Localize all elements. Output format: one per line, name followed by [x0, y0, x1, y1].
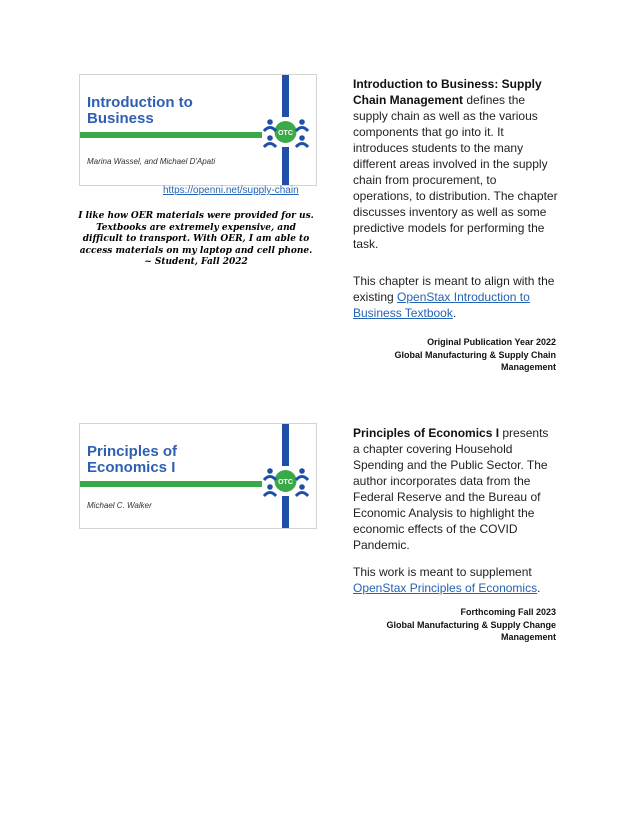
supply-chain-url-link[interactable]: https://openni.net/supply-chain	[163, 185, 299, 196]
book1-alignment	[353, 273, 558, 321]
book2-description	[353, 425, 558, 553]
book2-description-text: presents a chapter covering Household Spending and the Public Sector. The author incorporates data from the Federal Reserve and the Bureau of Economic Analysis to highlight the economic effects of the COVID Pandemic.	[353, 426, 549, 552]
openstax-economics-link[interactable]: OpenStax Principles of Economics	[353, 581, 538, 595]
book-cover-principles-of-economics	[79, 423, 317, 529]
otc-logo-icon	[262, 75, 314, 185]
book2-publication-info	[340, 606, 556, 644]
book2-align-text: This work is meant to supplement	[353, 565, 532, 579]
openstax-business-link[interactable]: OpenStax Introduction to Business Textbook	[353, 290, 530, 320]
cover-green-bar	[80, 481, 262, 487]
book1-meta-line2: Global Manufacturing & Supply Chain	[394, 349, 556, 360]
cover-authors: Michael C. Walker	[87, 501, 152, 510]
book-cover-introduction-to-business	[79, 74, 317, 186]
book2-meta-line1: Forthcoming Fall 2023	[460, 607, 556, 617]
logo-text: OTC	[278, 130, 293, 137]
book2-align-end: .	[537, 581, 541, 595]
book1-publication-info	[340, 336, 556, 374]
logo-text: OTC	[278, 479, 293, 486]
student-quote	[78, 211, 314, 269]
book1-meta-line3: Management	[500, 362, 556, 372]
cover-title: Principles of Economics I	[87, 443, 178, 476]
quote-text: I like how OER materials were provided for us. Textbooks are extremely expensive, and difficult to transport. With OER, I am able to access materials on my laptop and cell phone.	[78, 211, 314, 256]
cover-title: Introduction to Business	[87, 94, 193, 127]
cover-authors: Marina Wassel, and Michael D'Apati	[87, 157, 216, 166]
book2-meta-line3: Management	[500, 632, 556, 642]
otc-logo-icon	[262, 424, 314, 528]
book1-description	[353, 76, 558, 252]
quote-attribution: ~ Student, Fall 2022	[144, 257, 248, 267]
book1-align-text: This chapter is meant to align with the existing	[353, 274, 555, 304]
book2-title: Principles of Economics I	[353, 426, 500, 440]
book2-meta-line2: Global Manufacturing & Supply Change	[386, 619, 556, 630]
book1-title: Introduction to Business: Supply Chain Management	[353, 77, 542, 107]
book1-align-end: .	[452, 306, 457, 320]
book1-meta-line1: Original Publication Year 2022	[427, 337, 556, 347]
book2-alignment	[353, 564, 558, 596]
book1-description-text: defines the supply chain as well as the various components that go into it. It introduces students to the many different areas involved in the supply chain from procurement, to operations, to distribution. The chapter discusses inventory as well as some predictive models for performing the task.	[353, 93, 558, 251]
cover-green-bar	[80, 132, 262, 138]
